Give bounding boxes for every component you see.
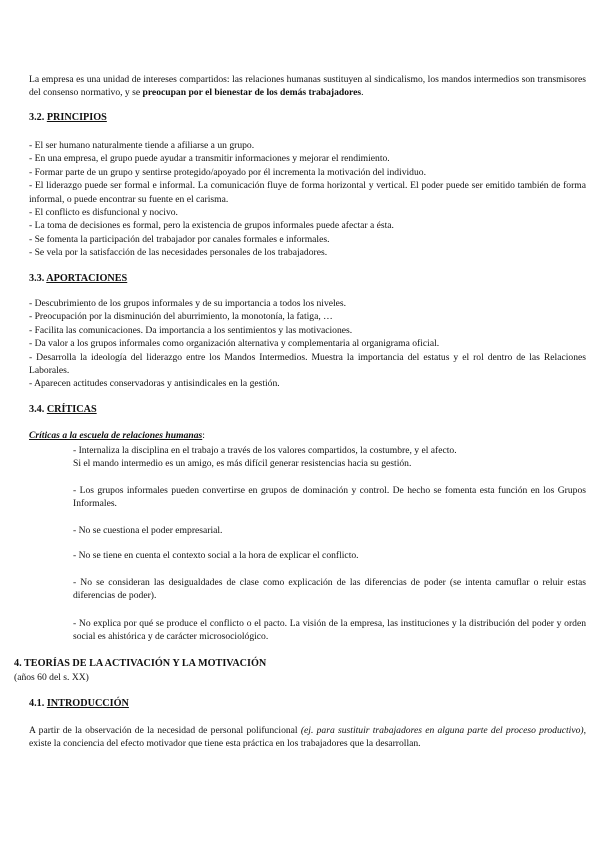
heading-4: 4. TEORÍAS DE LA ACTIVACIÓN Y LA MOTIVACIÓN — [14, 658, 267, 669]
criticas-subtitle-colon: : — [202, 430, 205, 441]
critica-3: - No se cuestiona el poder empresarial. — [73, 525, 223, 536]
list-item: - Desarrolla la ideología del liderazgo entre los Mandos Intermedios. Muestra la importancia del estatus y el rol dentro de las Relaciones Laborales. — [29, 351, 586, 377]
aportaciones-list — [29, 297, 586, 391]
intro-paragraph — [29, 73, 586, 100]
heading-4-subtitle: (años 60 del s. XX) — [14, 672, 89, 683]
heading-3-3-number: 3.3. — [29, 273, 45, 284]
critica-2: - Los grupos informales pueden convertirse en grupos de dominación y control. De hecho se fomenta esta función en los Grupos Informales. — [73, 485, 586, 510]
list-item: - El ser humano naturalmente tiende a afiliarse a un grupo. — [29, 140, 255, 151]
list-item: - El conflicto es disfuncional y nocivo. — [29, 207, 178, 219]
heading-3-2-number: 3.2. — [29, 112, 45, 123]
intro-bold: preocupan por el bienestar de los demás trabajadores — [142, 87, 362, 99]
criticas-subtitle — [29, 429, 205, 442]
principios-list — [29, 139, 586, 260]
heading-4-1 — [29, 697, 129, 711]
list-item: - Se vela por la satisfacción de las necesidades personales de los trabajadores. — [29, 247, 328, 259]
intro-text: La empresa es una unidad de intereses compartidos: las relaciones humanas sustituyen al sindicalismo, los mandos intermedios son transmisores del consenso normativo, y se — [29, 74, 586, 99]
critica-1 — [73, 444, 586, 471]
list-item: - La toma de decisiones es formal, pero la existencia de grupos informales puede afectar a ésta. — [29, 220, 394, 232]
introduccion-text-b: , existe la conciencia del efecto motivador que tiene esta práctica en los trabajadores que la desarrollan. — [29, 725, 586, 750]
heading-3-4-title: CRÍTICAS — [46, 404, 97, 415]
heading-4-1-number: 4.1. — [29, 698, 45, 709]
list-item: - El liderazgo puede ser formal e informal. La comunicación fluye de forma horizontal y vertical. El poder puede ser emitido también de forma informal, o puede encontrar su fuente en el carisma. — [29, 180, 586, 205]
heading-3-4-number: 3.4. — [29, 404, 45, 415]
list-item: - Aparecen actitudes conservadoras y antisindicales en la gestión. — [29, 378, 280, 390]
list-item: - Se fomenta la participación del trabajador por canales formales e informales. — [29, 233, 330, 245]
list-item: - Descubrimiento de los grupos informales y de su importancia a todos los niveles. — [29, 298, 347, 309]
intro-end: . — [361, 87, 364, 99]
introduccion-text-a: A partir de la observación de la necesidad de personal polifuncional — [29, 725, 301, 736]
list-item: - Da valor a los grupos informales como organización alternativa y complementaria al organigrama oficial. — [29, 338, 440, 350]
heading-3-3 — [29, 272, 127, 286]
heading-3-2-title: PRINCIPIOS — [46, 112, 107, 123]
list-item: - Formar parte de un grupo y sentirse protegido/apoyado por él incrementa la motivación del individuo. — [29, 166, 426, 178]
heading-3-2 — [29, 111, 107, 125]
list-item: - Facilita las comunicaciones. Da importancia a los sentimientos y las motivaciones. — [29, 324, 353, 336]
introduccion-paragraph — [29, 724, 586, 751]
criticas-subtitle-text: Críticas a la escuela de relaciones humanas — [29, 430, 203, 441]
critica-4: - No se tiene en cuenta el contexto social a la hora de explicar el conflicto. — [73, 550, 359, 561]
list-item: - Preocupación por la disminución del aburrimiento, la monotonía, la fatiga, … — [29, 311, 333, 323]
heading-3-4 — [29, 403, 97, 417]
heading-3-3-title: APORTACIONES — [46, 273, 128, 284]
critica-1-line-1: - Internaliza la disciplina en el trabajo a través de los valores compartidos, la costumbre, y el afecto. — [73, 445, 457, 456]
critica-5: - No se consideran las desigualdades de clase como explicación de las diferencias de poder (se intenta camuflar o reluir estas diferencias de poder). — [73, 577, 586, 602]
critica-1-line-2: Si el mando intermedio es un amigo, es más difícil generar resistencias hacia su gestión. — [73, 458, 412, 470]
heading-4-1-title: INTRODUCCIÓN — [46, 698, 129, 709]
introduccion-italic: (ej. para sustituir trabajadores en alguna parte del proceso productivo) — [300, 725, 584, 736]
list-item: - En una empresa, el grupo puede ayudar a transmitir informaciones y mejorar el rendimiento. — [29, 153, 390, 165]
critica-6: - No explica por qué se produce el conflicto o el pacto. La visión de la empresa, las instituciones y la distribución del poder y orden social es ahistórica y de carácter microsociológico. — [73, 618, 586, 643]
